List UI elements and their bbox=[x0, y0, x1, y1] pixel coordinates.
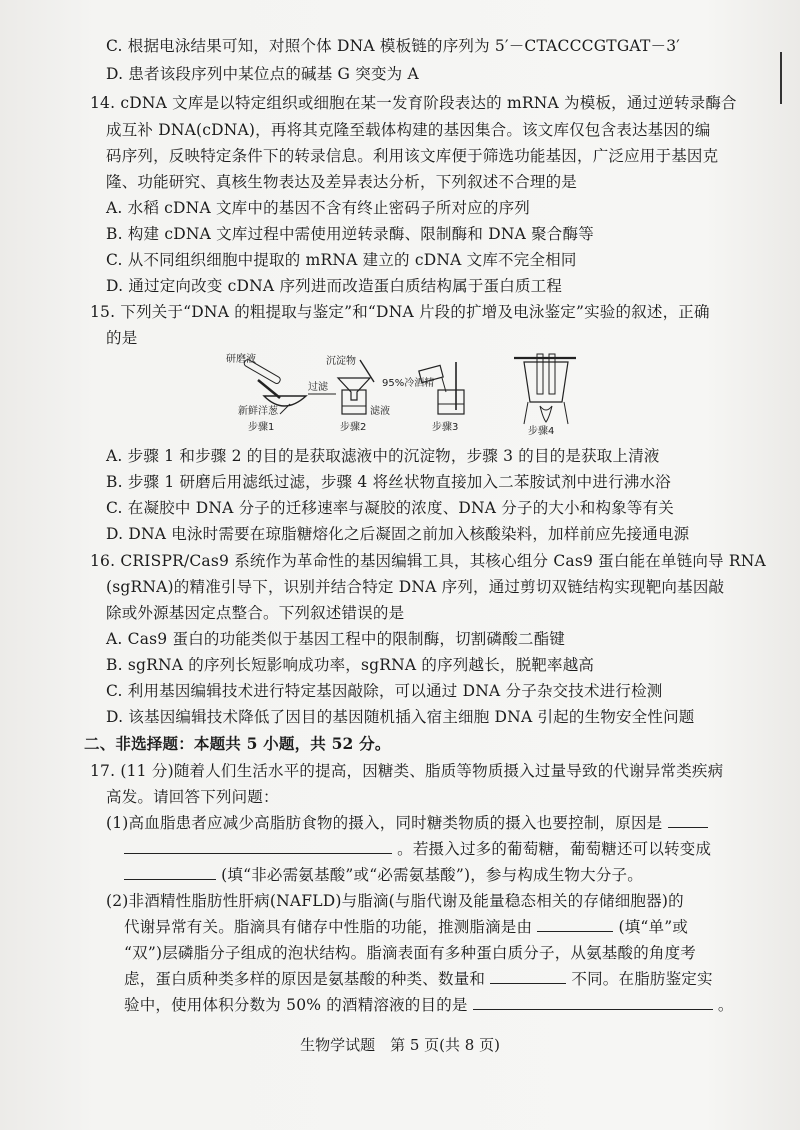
q15-option-a: A. 步骤 1 和步骤 2 的目的是获取滤液中的沉淀物，步骤 3 的目的是获取上清液 bbox=[106, 447, 660, 465]
q17-part2-text-b2: (填“单”或 bbox=[618, 918, 689, 936]
q15-stem-line2: 的是 bbox=[106, 329, 138, 347]
precipitate-label: 沉淀物 bbox=[326, 356, 356, 367]
step1-label: 步骤1 bbox=[248, 422, 275, 433]
q14-option-c: C. 从不同组织细胞中提取的 mRNA 建立的 cDNA 文库不完全相同 bbox=[106, 251, 577, 269]
dna-extraction-figure bbox=[224, 352, 584, 438]
answer-blank-3[interactable] bbox=[537, 917, 613, 932]
q13-option-c: C. 根据电泳结果可知，对照个体 DNA 模板链的序列为 5′－CTACCCGTGAT－3′ bbox=[106, 37, 680, 55]
q16-option-c: C. 利用基因编辑技术进行特定基因敲除，可以通过 DNA 分子杂交技术进行检测 bbox=[106, 682, 663, 700]
q16-stem-line3: 除或外源基因定点整合。下列叙述错误的是 bbox=[106, 604, 405, 622]
q15-option-d: D. DNA 电泳时需要在琼脂糖熔化之后凝固之前加入核酸染料，加样前应先接通电源 bbox=[106, 525, 690, 543]
answer-blank-2[interactable] bbox=[124, 865, 216, 880]
scan-edge-mark bbox=[780, 52, 782, 104]
q13-option-d: D. 患者该段序列中某位点的碱基 G 突变为 A bbox=[106, 65, 419, 83]
q17-part2-text-e: 验中，使用体积分数为 50% 的酒精溶液的目的是 bbox=[124, 996, 468, 1014]
q14-stem-line4: 隆、功能研究、真核生物表达及差异表达分析，下列叙述不合理的是 bbox=[106, 173, 578, 191]
q16-option-a: A. Cas9 蛋白的功能类似于基因工程中的限制酶，切割磷酸二酯键 bbox=[106, 630, 565, 648]
step3-label: 步骤3 bbox=[432, 422, 459, 433]
q15-stem-line1: 15. 下列关于“DNA 的粗提取与鉴定”和“DNA 片段的扩增及电泳鉴定”实验的叙述，正确 bbox=[90, 303, 710, 321]
q17-part2-text-e2: 。 bbox=[717, 996, 734, 1014]
answer-blank-1[interactable] bbox=[668, 813, 708, 828]
q17-part1-line3 bbox=[124, 865, 643, 885]
q17-part2-text-d: 虑，蛋白质种类多样的原因是氨基酸的种类、数量和 bbox=[124, 970, 486, 988]
answer-blank-4[interactable] bbox=[490, 969, 566, 984]
answer-blank-1-cont[interactable] bbox=[124, 839, 392, 854]
q14-option-b: B. 构建 cDNA 文库过程中需使用逆转录酶、限制酶和 DNA 聚合酶等 bbox=[106, 225, 594, 243]
onion-label: 新鲜洋葱 bbox=[238, 406, 278, 417]
step4-label: 步骤4 bbox=[528, 426, 555, 437]
step2-label: 步骤2 bbox=[340, 422, 367, 433]
q14-stem-line2: 成互补 DNA(cDNA)，再将其克隆至载体构建的基因集合。该文库仅包含表达基因的编 bbox=[106, 121, 711, 139]
q15-option-b: B. 步骤 1 研磨后用滤纸过滤，步骤 4 将丝状物直接加入二苯胺试剂中进行沸水浴 bbox=[106, 473, 671, 491]
section-heading: 二、非选择题：本题共 5 小题，共 52 分。 bbox=[84, 734, 391, 753]
q17-part2-line5 bbox=[124, 995, 734, 1015]
filtrate-label: 滤液 bbox=[370, 406, 390, 417]
q17-stem-line2: 高发。请回答下列问题： bbox=[106, 788, 279, 806]
ethanol-label: 95%冷酒精 bbox=[382, 378, 435, 389]
q14-option-a: A. 水稻 cDNA 文库中的基因不含有终止密码子所对应的序列 bbox=[106, 199, 530, 217]
q16-stem-line1: 16. CRISPR/Cas9 系统作为革命性的基因编辑工具，其核心组分 Cas9 蛋白能在单链向导 RNA bbox=[90, 552, 766, 570]
q17-part1-text-b: 。若摄入过多的葡萄糖，葡萄糖还可以转变成 bbox=[397, 840, 712, 858]
q17-part2-text-d2: 不同。在脂肪鉴定实 bbox=[571, 970, 713, 988]
grind-label: 研磨液 bbox=[226, 354, 256, 365]
page-footer: 生物学试题 第 5 页(共 8 页) bbox=[300, 1036, 500, 1054]
q17-part2-line2 bbox=[124, 917, 688, 937]
q17-part2-text-b: 代谢异常有关。脂滴具有储存中性脂的功能，推测脂滴是由 bbox=[124, 918, 533, 936]
q17-part1-line2 bbox=[124, 839, 711, 859]
q16-stem-line2: (sgRNA)的精准引导下，识别并结合特定 DNA 序列，通过剪切双链结构实现靶向基因敲 bbox=[106, 578, 725, 596]
q17-part2-line4 bbox=[124, 969, 713, 989]
answer-blank-5[interactable] bbox=[473, 995, 713, 1010]
q17-part1-line1 bbox=[106, 813, 708, 833]
q14-stem-line3: 码序列，反映特定条件下的转录信息。利用该文库便于筛选功能基因，广泛应用于基因克 bbox=[106, 147, 719, 165]
funnel-beaker-icon bbox=[338, 360, 374, 414]
q16-option-d: D. 该基因编辑技术降低了因目的基因随机插入宿主细胞 DNA 引起的生物安全性问题 bbox=[106, 708, 695, 726]
q17-part1-text-a: (1)高血脂患者应减少高脂肪食物的摄入，同时糖类物质的摄入也要控制，原因是 bbox=[106, 814, 663, 832]
q17-part1-text-c: (填“非必需氨基酸”或“必需氨基酸”)，参与构成生物大分子。 bbox=[221, 866, 643, 884]
q17-part2-line3: “双”)层磷脂分子组成的泡状结构。脂滴表面有多种蛋白质分子，从氨基酸的角度考 bbox=[124, 944, 696, 962]
filter-label: 过滤 bbox=[308, 382, 328, 393]
q15-option-c: C. 在凝胶中 DNA 分子的迁移速率与凝胶的浓度、DNA 分子的大小和构象等有关 bbox=[106, 499, 675, 517]
q14-option-d: D. 通过定向改变 cDNA 序列进而改造蛋白质结构属于蛋白质工程 bbox=[106, 277, 563, 295]
water-bath-icon bbox=[514, 354, 576, 424]
q17-part2-line1: (2)非酒精性脂肪性肝病(NAFLD)与脂滴(与脂代谢及能量稳态相关的存储细胞器)的 bbox=[106, 892, 684, 910]
q14-stem-line1: 14. cDNA 文库是以特定组织或细胞在某一发育阶段表达的 mRNA 为模板，通过逆转录酶合 bbox=[90, 94, 737, 112]
q17-stem-line1: 17. (11 分)随着人们生活水平的提高，因糖类、脂质等物质摄入过量导致的代谢异常类疾病 bbox=[90, 762, 724, 780]
q16-option-b: B. sgRNA 的序列长短影响成功率，sgRNA 的序列越长，脱靶率越高 bbox=[106, 656, 595, 674]
